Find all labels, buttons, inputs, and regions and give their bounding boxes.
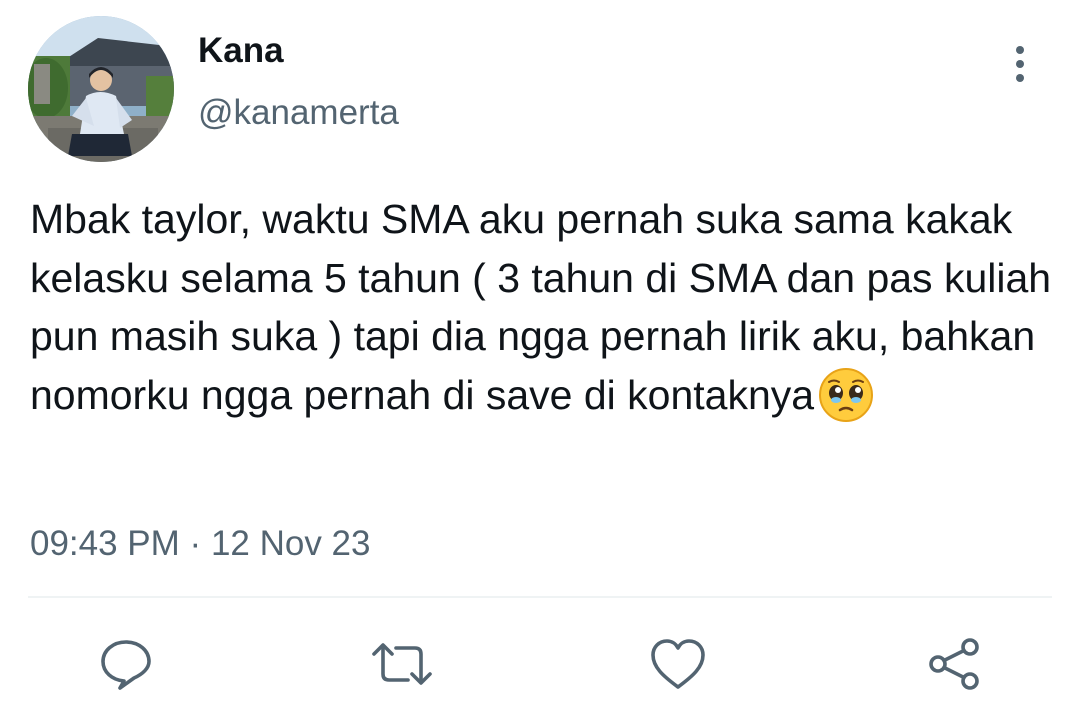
divider xyxy=(28,596,1052,598)
tweet-time: 09:43 PM xyxy=(30,524,180,563)
like-button[interactable] xyxy=(646,632,710,696)
user-handle[interactable]: @kanamerta xyxy=(198,93,399,132)
avatar-photo xyxy=(28,16,174,162)
more-options-button[interactable] xyxy=(1000,40,1040,88)
tweet-body: Mbak taylor, waktu SMA aku pernah suka sama kakak kelasku selama 5 tahun ( 3 tahun di SMA dan pas kuliah pun masih suka ) tapi dia ngga pernah lirik aku, bahkan nomorku ngga pernah di save di kontaknya xyxy=(30,196,1052,418)
more-icon-dot xyxy=(1016,74,1024,82)
pleading-face-emoji xyxy=(818,367,874,423)
more-icon-dot xyxy=(1016,60,1024,68)
like-icon xyxy=(649,637,707,691)
timestamp[interactable] xyxy=(30,522,371,566)
retweet-icon xyxy=(370,636,434,692)
timestamp-separator: · xyxy=(189,524,202,563)
tweet-date: 12 Nov 23 xyxy=(210,524,371,563)
share-icon xyxy=(925,635,983,693)
reply-button[interactable] xyxy=(94,632,158,696)
more-icon xyxy=(1016,46,1024,54)
retweet-button[interactable] xyxy=(370,632,434,696)
reply-icon xyxy=(98,636,154,692)
display-name[interactable]: Kana xyxy=(198,31,284,70)
avatar[interactable] xyxy=(28,16,174,162)
share-button[interactable] xyxy=(922,632,986,696)
tweet-text xyxy=(30,190,1065,424)
